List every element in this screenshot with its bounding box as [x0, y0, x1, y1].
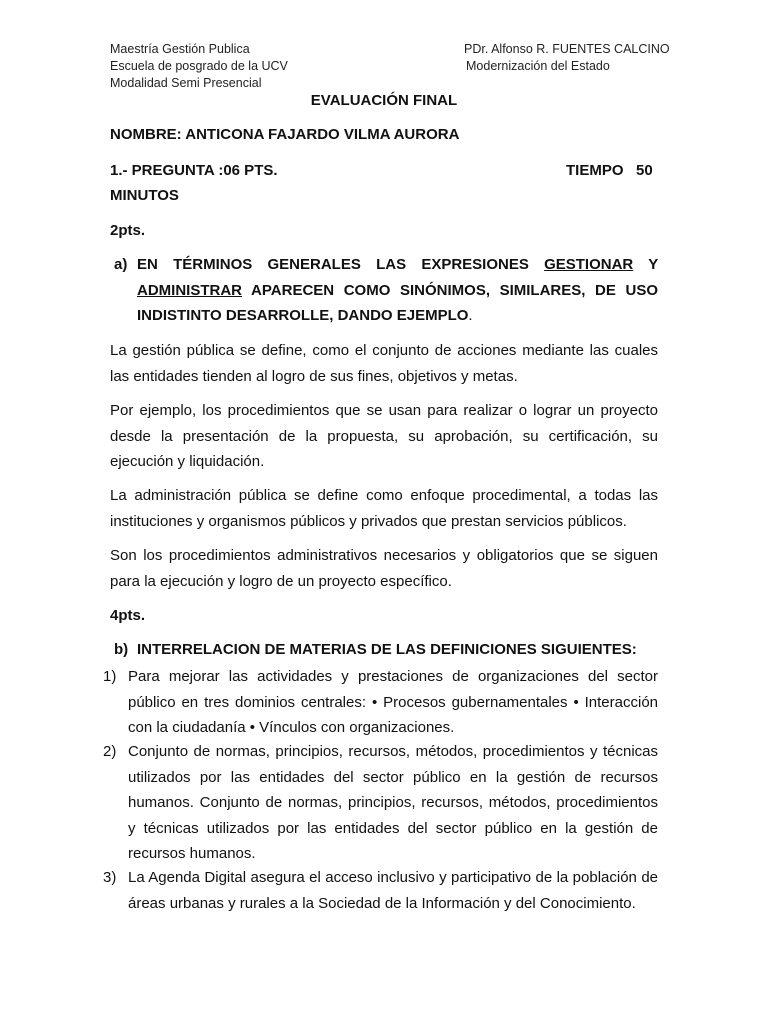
answer-paragraph-3: La administración pública se define como enfoque procedimental, a todas las instituciones y organismos públicos y privados que prestan servicios públicos.: [110, 487, 658, 530]
question-label: 1.- PREGUNTA :06 PTS.: [110, 162, 278, 179]
section-a-label: a): [114, 256, 128, 273]
header-modality: Modalidad Semi Presencial: [110, 76, 262, 90]
header-professor: PDr. Alfonso R. FUENTES CALCINO: [464, 42, 670, 56]
list-item: [103, 664, 658, 741]
question-a-gestionar: GESTIONAR: [544, 256, 634, 273]
list-item: [103, 739, 658, 867]
question-a-administrar: ADMINISTRAR: [137, 281, 242, 299]
section-b-label: b): [114, 641, 129, 658]
header-left: [110, 41, 288, 92]
answer-paragraph-4: Son los procedimientos administrativos necesarios y obligatorios que se siguen para la ejecución y logro de un proyecto específico.: [110, 547, 658, 590]
question-a-part1: EN TÉRMINOS GENERALES LAS EXPRESIONES: [137, 256, 545, 273]
list-item-text: Conjunto de normas, principios, recursos, métodos, procedimientos y técnicas utilizados por las entidades del sector público en la gestión de recursos humanos. Conjunto de normas, principios, recursos, métodos, procedimientos y técnicas utilizados por las entidades del sector público en la gestión de recursos humanos.: [128, 743, 658, 862]
section-b-points: 4pts.: [110, 607, 146, 624]
question-a-y: Y: [633, 256, 658, 273]
page-title: EVALUACIÓN FINAL: [310, 92, 458, 109]
question-a-part2: APARECEN COMO SINÓNIMOS, SIMILARES, DE USO INDISTINTO DESARROLLE, DANDO EJEMPLO: [137, 281, 658, 324]
header-course: Modernización del Estado: [466, 59, 610, 73]
answer-paragraph-2: Por ejemplo, los procedimientos que se usan para realizar o lograr un proyecto desde la presentación de la propuesta, su aprobación, su certificación, su ejecución y liquidación.: [110, 402, 658, 470]
section-a-points: 2pts.: [110, 222, 146, 239]
list-item-number: 2): [103, 743, 117, 760]
list-item-number: 3): [103, 869, 117, 886]
section-b-question: INTERRELACION DE MATERIAS DE LAS DEFINICIONES SIGUIENTES:: [137, 641, 637, 658]
minutes-label: MINUTOS: [110, 187, 179, 204]
question-a-end: .: [468, 307, 473, 324]
list-item-text: Para mejorar las actividades y prestaciones de organizaciones del sector público en tres dominios centrales: • Procesos gubernamentales • Interacción con la ciudadanía • Vínculos con organizaciones.: [128, 668, 658, 736]
answer-paragraph-1: La gestión pública se define, como el conjunto de acciones mediante las cuales las entidades tienden al logro de sus fines, objetivos y metas.: [110, 342, 658, 385]
header-program: Maestría Gestión Publica: [110, 42, 250, 56]
header-school: Escuela de posgrado de la UCV: [110, 59, 288, 73]
section-a-question: [110, 252, 658, 329]
list-item-text: La Agenda Digital asegura el acceso inclusivo y participativo de la población de áreas urbanas y rurales a la Sociedad de la Información y del Conocimiento.: [128, 869, 658, 912]
section-a-question-text: [137, 252, 658, 329]
student-name: NOMBRE: ANTICONA FAJARDO VILMA AURORA: [110, 126, 460, 143]
list-item: [103, 865, 658, 916]
list-item-number: 1): [103, 668, 117, 685]
time-label: TIEMPO 50: [566, 162, 653, 179]
